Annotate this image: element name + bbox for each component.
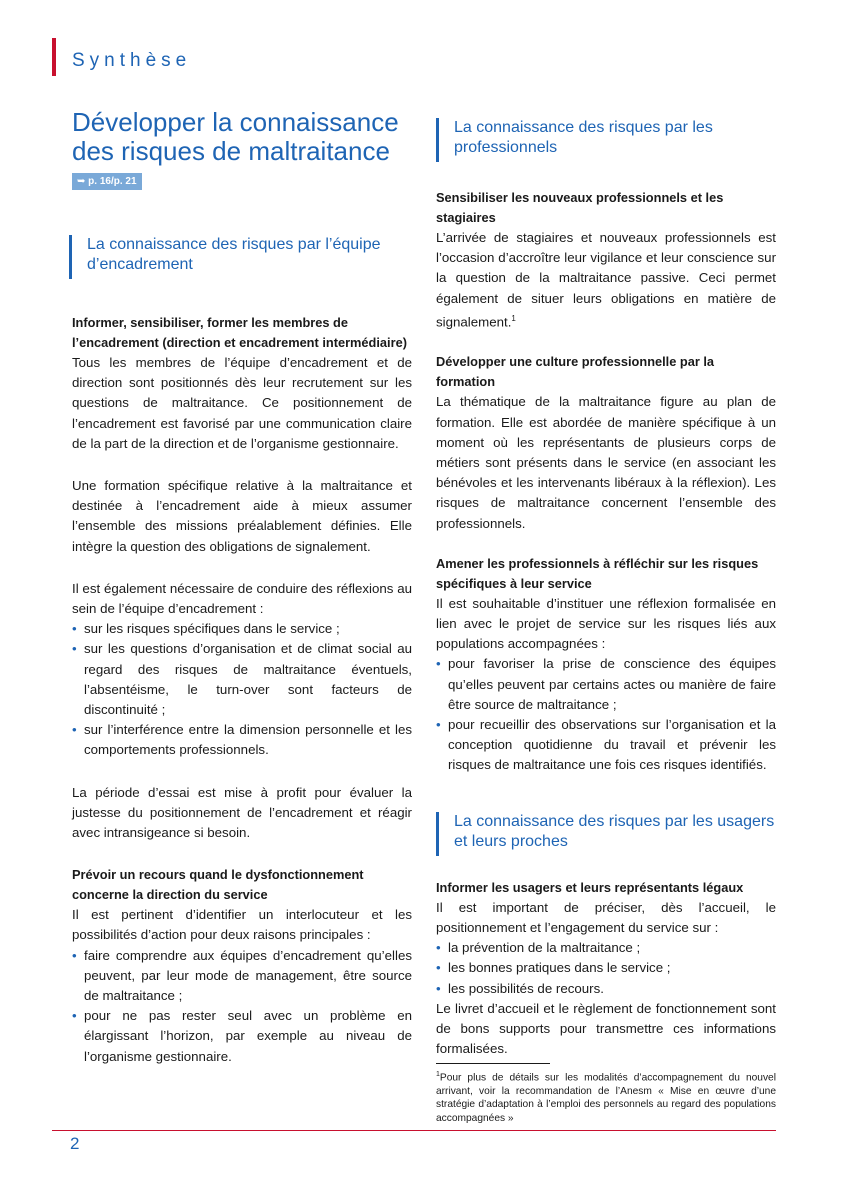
- list-item: • sur les questions d’organisation et de climat social au regard des risques de maltraitance éventuels, l’absentéisme, le turn-over sont facteurs de discontinuité ;: [72, 639, 412, 720]
- footnote-marker: 1: [511, 313, 516, 323]
- list-item: • pour recueillir des observations sur l’organisation et la conception quotidienne du travail et prévenir les risques de maltraitance une fois ces risques identifiés.: [436, 715, 776, 776]
- subheading-culture: Développer une culture professionnelle par la formation: [436, 354, 715, 390]
- bullet-list: [72, 946, 412, 1067]
- list-item: • la prévention de la maltraitance ;: [436, 938, 776, 958]
- paragraph: La thématique de la maltraitance figure au plan de formation. Elle est abordée de manière spécifique à un moment où les représentants de plusieurs corps de métiers sont présents dans le service (en associant les bénévoles et les intervenants libéraux à la réflexion). Les risques de maltraitance concernent l’ensemble des professionnels.: [436, 394, 776, 531]
- section-heading-professionnels: La connaissance des risques par les professionnels: [436, 118, 776, 162]
- bullet-list: [436, 938, 776, 999]
- subheading-sensibiliser: Sensibiliser les nouveaux professionnels et les stagiaires: [436, 190, 724, 225]
- subheading-amener: Amener les professionnels à réfléchir sur les risques spécifiques à leur service: [436, 555, 759, 591]
- left-column: [72, 235, 412, 1067]
- paragraph: La période d’essai est mise à profit pour évaluer la justesse du positionnement de l’encadrement et réagir avec intransigeance si besoin.: [72, 784, 412, 841]
- paragraph: Une formation spécifique relative à la maltraitance et destinée à l’encadrement aide à mieux assumer l’ensemble des missions préalablement définies. Elle intègre la question des obligations de signalement.: [72, 478, 412, 554]
- page-reference-tag: ➥ p. 16/p. 21: [72, 173, 142, 190]
- paragraph: Il est également nécessaire de conduire des réflexions au sein de l’équipe d’encadrement :: [72, 580, 412, 617]
- page-title: Développer la connaissance des risques de maltraitance: [72, 107, 399, 166]
- section-heading-usagers: La connaissance des risques par les usagers et leurs proches: [436, 812, 776, 856]
- footnote-number: 1: [436, 1071, 440, 1078]
- paragraph: Il est pertinent d’identifier un interlocuteur et les possibilités d’action pour deux raisons principales :: [72, 907, 412, 943]
- bullet-list: [436, 654, 776, 775]
- list-item: • sur les risques spécifiques dans le service ;: [72, 619, 412, 639]
- subheading-informer: Informer, sensibiliser, former les membres de l’encadrement (direction et encadrement intermédiaire): [72, 315, 407, 350]
- paragraph: Il est souhaitable d’instituer une réflexion formalisée en lien avec le projet de service sur les risques liés aux populations accompagnées :: [436, 595, 776, 652]
- list-item: • faire comprendre aux équipes d’encadrement qu’elles peuvent, par leur mode de management, être source de maltraitance ;: [72, 946, 412, 1007]
- footnote-divider: [436, 1063, 550, 1064]
- list-item: • sur l’interférence entre la dimension personnelle et les comportements professionnels.: [72, 720, 412, 760]
- bullet-list: [72, 619, 412, 760]
- list-item: • pour favoriser la prise de conscience des équipes qu’elles peuvent par certains actes ou manière de faire être source de maltraitance ;: [436, 654, 776, 715]
- footnote: $^1$Pour plus de détails sur les modalités d’accompagnement du nouvel arrivant, voir la recommandation de l’Anesm « Mise en œuvre d’une stratégie d’adaptation à l’emploi des personnels au regard des populations accompagnées »: [436, 1071, 776, 1124]
- page-number: 2: [70, 1134, 80, 1153]
- header-red-bar: [52, 38, 56, 76]
- running-header: Synthèse: [72, 50, 192, 71]
- list-item: • les bonnes pratiques dans le service ;: [436, 958, 776, 978]
- paragraph: L’arrivée de stagiaires et nouveaux professionnels est l’occasion d’accroître leur vigilance et leur conscience sur la question de la maltraitance passive. Ceci permet également de situer leurs obligations en matière de signalement.$^1$: [436, 230, 776, 330]
- paragraph: Le livret d’accueil et le règlement de fonctionnement sont de bons supports pour transmettre ces informations formalisées.: [436, 1000, 776, 1057]
- paragraph: Tous les membres de l’équipe d’encadrement et de direction sont positionnés dès leur recrutement sur les questions de maltraitance. Ce positionnement de l’encadrement est favorisé par une communication claire de la part de la direction et de l’organisme gestionnaire.: [72, 355, 412, 451]
- list-item: • pour ne pas rester seul avec un problème en élargissant l’horizon, par exemple au niveau de l’organisme gestionnaire.: [72, 1006, 412, 1067]
- section-heading-encadrement: La connaissance des risques par l’équipe d’encadrement: [69, 235, 412, 279]
- footer-divider: [52, 1130, 776, 1131]
- subheading-recours: Prévoir un recours quand le dysfonctionnement concerne la direction du service: [72, 867, 364, 903]
- list-item: • les possibilités de recours.: [436, 979, 776, 999]
- subheading-informer-usagers: Informer les usagers et leurs représentants légaux: [436, 879, 744, 895]
- paragraph: Il est important de préciser, dès l’accueil, le positionnement et l’engagement du service sur :: [436, 899, 776, 935]
- right-column: [436, 118, 776, 1059]
